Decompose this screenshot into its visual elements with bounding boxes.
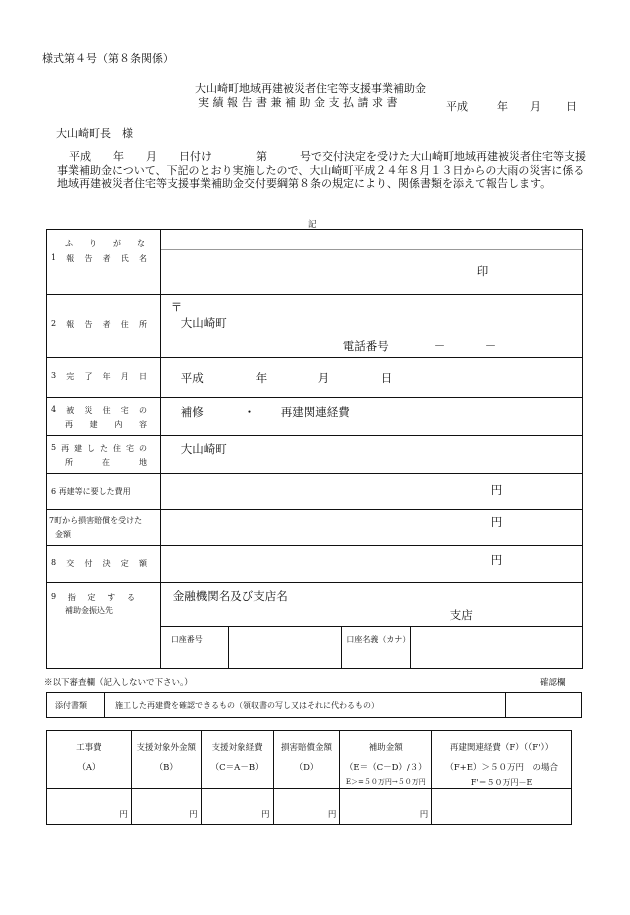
rebuild-content-label: 4 被 災 住 宅 の 再 建 内 容	[47, 398, 161, 436]
seal-mark: 印	[476, 264, 489, 278]
account-name-field[interactable]	[411, 627, 583, 669]
decision-amount-label: 8 交 付 決 定 額	[47, 546, 161, 583]
account-number-label: 口座番号	[160, 627, 228, 669]
location-town: 大山崎町	[180, 442, 227, 456]
attachment-text: 施工した再建費を確認できるもの（領収書の写し又はそれに代わるもの）	[105, 693, 506, 718]
form-subtitle: 実 績 報 告 書 兼 補 助 金 支 払 請 求 書	[198, 96, 398, 109]
compensation-field[interactable]: 円	[160, 510, 582, 546]
header-rebuild-related: 再建関連経費（F）（（F'）） （F+E）＞５０万円 の場合 F'＝５０万円－E	[432, 731, 572, 789]
attachment-label: 添付書類	[47, 693, 105, 718]
reporter-name-field[interactable]	[160, 230, 582, 295]
account-number-field[interactable]	[228, 627, 342, 669]
rebuild-content-field[interactable]: 補修 ・ 再建関連経費	[160, 398, 582, 436]
value-rebuild-related[interactable]	[432, 789, 572, 825]
postal-mark: 〒	[170, 300, 183, 314]
rebuilt-location-field[interactable]	[160, 436, 582, 474]
value-construction-cost[interactable]: 円	[47, 789, 132, 825]
reporter-address-label: 2 報 告 者 住 所	[47, 295, 161, 358]
bank-name-field[interactable]: 金融機関名及び支店名 支店	[160, 583, 582, 627]
confirm-label: 確認欄	[540, 678, 566, 688]
rebuilt-location-label: 5 再 建 し た 住 宅 の 所 在 地	[47, 436, 161, 474]
furigana-divider	[161, 249, 582, 250]
account-name-label: 口座名義（カナ）	[342, 627, 411, 669]
ki-label: 記	[308, 220, 317, 230]
header-non-target: 支援対象外金額 （B）	[131, 731, 201, 789]
completion-date-label: 3 完 了 年 月 日	[47, 358, 161, 398]
review-note: ※以下審査欄（記入しないで下さい。）	[44, 678, 193, 688]
header-target-cost: 支援対象経費 （C＝A－B）	[201, 731, 273, 789]
value-compensation[interactable]: 円	[273, 789, 340, 825]
rebuild-cost-label: 6 再建等に要した費用	[47, 474, 161, 510]
form-title: 大山崎町地域再建被災者住宅等支援事業補助金	[195, 82, 426, 95]
phone-dash-1: －	[433, 339, 446, 353]
phone-label: 電話番号	[342, 339, 389, 353]
report-form-table	[46, 229, 583, 669]
header-construction-cost: 工事費 （A）	[47, 731, 132, 789]
calculation-table	[46, 730, 572, 825]
option-repair[interactable]: 補修	[180, 405, 204, 419]
phone-dash-2: －	[484, 339, 497, 353]
decision-amount-field[interactable]: 円	[160, 546, 582, 583]
value-target-cost[interactable]: 円	[201, 789, 273, 825]
header-subsidy-amount: 補助金額 （E＝（C－D）/３） E＞=５０万円→５０万円	[340, 731, 432, 789]
addressee: 大山崎町長 様	[56, 127, 133, 140]
address-town: 大山崎町	[180, 316, 227, 330]
reporter-address-field[interactable]	[160, 295, 582, 358]
reporter-name-label: ふ り が な 1 報 告 者 氏 名	[47, 230, 161, 295]
rebuild-cost-field[interactable]: 円	[160, 474, 582, 510]
value-subsidy-amount[interactable]: 円	[340, 789, 432, 825]
report-paragraph: 平成 年 月 日付け 第 号で交付決定を受けた大山崎町地域再建被災者住宅等支援事業補助金について、下記のとおり実施したので、大山崎町平成２４年８月１３日からの大雨の災害に係る地域再建被災者住宅等支援事業補助金交付要綱第８条の規定により、関係書類を添えて報告します。	[57, 150, 586, 190]
value-non-target[interactable]: 円	[131, 789, 201, 825]
compensation-label: 7町から損害賠償を受けた 金額	[47, 510, 161, 546]
transfer-account-label: 9 指 定 す る 補助金振込先	[47, 583, 161, 669]
attachment-table	[46, 692, 582, 718]
header-compensation: 損害賠償金額 （D）	[273, 731, 340, 789]
form-number: 様式第４号（第８条関係）	[42, 52, 174, 65]
option-rebuild-related[interactable]: 再建関連経費	[280, 405, 350, 419]
confirm-box[interactable]	[506, 693, 582, 718]
completion-date-field[interactable]: 平成 年 月 日	[160, 358, 582, 398]
